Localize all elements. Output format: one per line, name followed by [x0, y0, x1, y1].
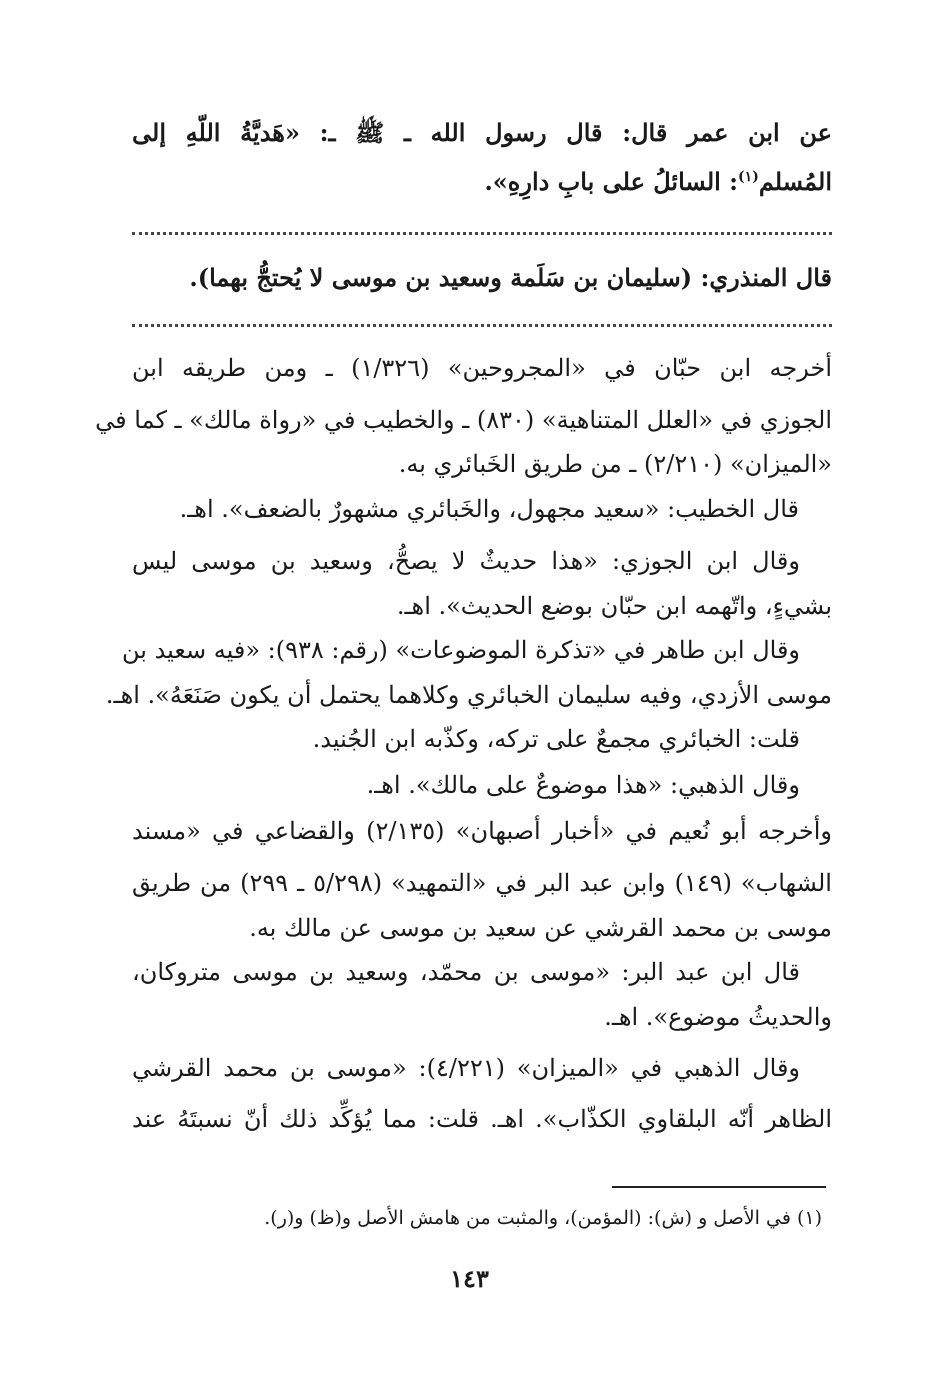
- hadith-line-2-start: المُسلم: [758, 167, 832, 196]
- body-line: موسى الأزدي، وفيه سليمان الخبائري وكلاهما يحتمل أن يكون صَنَعَهُ». اهـ.: [105, 681, 832, 709]
- body-line: وأخرجه أبو نُعيم في «أخبار أصبهان» (٢/١٣٥) والقضاعي في «مسند: [132, 817, 832, 845]
- footnote: (١) في الأصل و (ش): (المؤمن)، والمثبت من هامش الأصل و(ظ) و(ر).: [264, 1207, 822, 1229]
- body-line: قال الخطيب: «سعيد مجهول، والخَبائري مشهورٌ بالضعف». اهـ.: [179, 495, 799, 523]
- body-line: «الميزان» (٢/٢١٠) ـ من طريق الخَبائري به.: [398, 450, 832, 478]
- body-line: والحديثُ موضوع». اهـ.: [604, 1003, 832, 1031]
- body-line: وقال الذهبي في «الميزان» (٤/٢٢١): «موسى بن محمد القرشي: [132, 1054, 800, 1082]
- body-line: الظاهر أنّه البلقاوي الكذّاب». اهـ. قلت: مما يُؤكِّد ذلك أنّ نسبتَهُ عند: [132, 1105, 833, 1133]
- footnote-rule: [612, 1186, 826, 1188]
- page-number: ١٤٣: [450, 1264, 489, 1293]
- body-line: بشيءٍ، واتّهمه ابن حبّان بوضع الحديث». اهـ.: [396, 592, 832, 620]
- hadith-line-2-end: : السائلُ على بابِ دارِهِ».: [484, 167, 739, 196]
- hadith-line-1: عن ابن عمر قال: قال رسول الله ـ ﷺ ـ: «هَديَّةُ اللّهِ إلى: [132, 118, 832, 147]
- body-line: وقال ابن الجوزي: «هذا حديثٌ لا يصحُّ، وسعيد بن موسى ليس: [132, 547, 800, 575]
- footnote-marker: (١): [738, 169, 759, 185]
- body-line: الجوزي في «العلل المتناهية» (٨٣٠) ـ والخطيب في «رواة مالك» ـ كما في: [95, 406, 832, 434]
- body-line: وقال ابن طاهر في «تذكرة الموضوعات» (رقم: ٩٣٨): «فيه سعيد بن: [122, 636, 800, 664]
- body-line: أخرجه ابن حبّان في «المجروحين» (١/٣٢٦) ـ ومن طريقه ابن: [132, 354, 832, 382]
- dotted-separator-bottom: [132, 324, 832, 327]
- dotted-separator-top: [132, 232, 832, 235]
- hadith-line-2: [132, 157, 832, 202]
- mundhiri-statement: قال المنذري: (سليمان بن سَلَمة وسعيد بن موسى لا يُحتجُّ بهما).: [189, 263, 832, 292]
- body-line: قلت: الخبائري مجمعٌ على تركه، وكذّبه ابن الجُنيد.: [312, 725, 800, 753]
- body-line: وقال الذهبي: «هذا موضوعٌ على مالك». اهـ.: [366, 771, 800, 799]
- body-line: قال ابن عبد البر: «موسى بن محمّد، وسعيد بن موسى متروكان،: [132, 958, 800, 986]
- body-line: الشهاب» (١٤٩) وابن عبد البر في «التمهيد» (٥/٢٩٨ ـ ٢٩٩) من طريق: [132, 869, 832, 897]
- body-line: موسى بن محمد القرشي عن سعيد بن موسى عن مالك به.: [249, 914, 832, 942]
